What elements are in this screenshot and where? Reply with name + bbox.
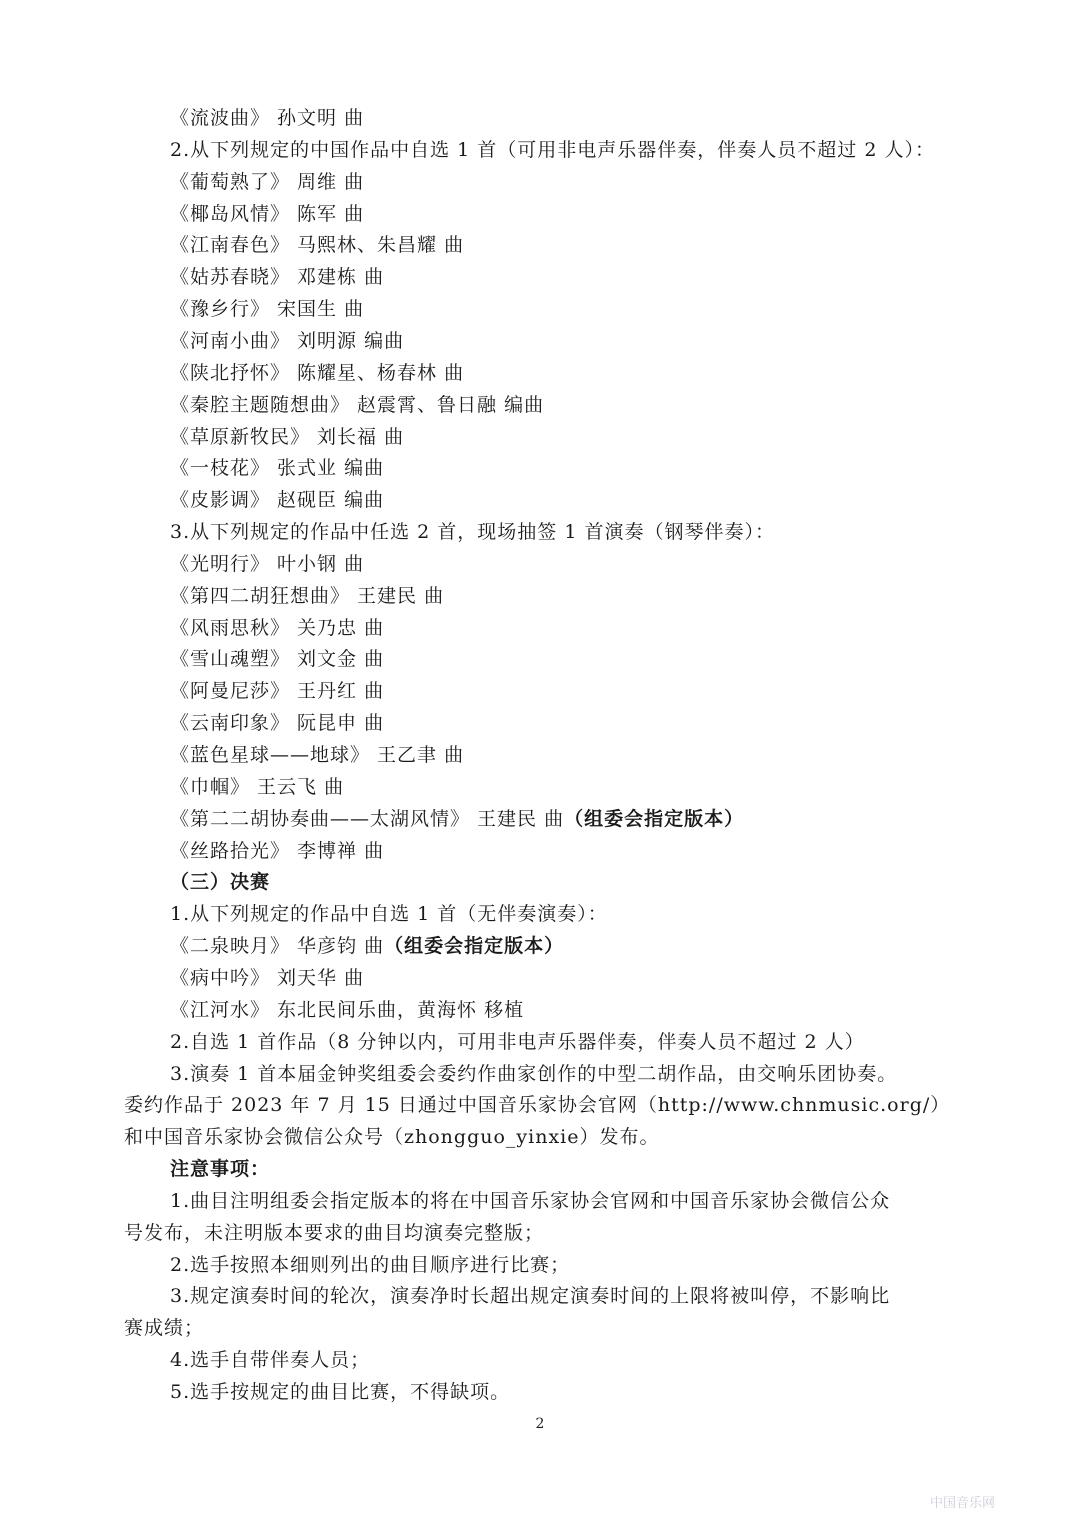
text-line (0, 835, 1080, 867)
line-text: 号发布，未注明版本要求的曲目均演奏完整版； (124, 1221, 545, 1244)
text-line (0, 198, 1080, 230)
text-line (0, 994, 1080, 1026)
designated-version-note: （组委会指定版本） (384, 935, 565, 958)
line-text: 《椰岛风情》 陈军 曲 (170, 202, 365, 225)
text-line (0, 1312, 1080, 1344)
line-text: 《巾帼》 王云飞 曲 (170, 775, 345, 798)
line-text: 《云南印象》 阮昆申 曲 (170, 712, 385, 735)
text-line (0, 1217, 1080, 1249)
text-line (0, 293, 1080, 325)
line-text: 1.从下列规定的作品中自选 1 首（无伴奏演奏）： (170, 903, 608, 926)
text-line (0, 1153, 1080, 1185)
text-line (0, 1249, 1080, 1281)
text-line (0, 516, 1080, 548)
line-text: 《第四二胡狂想曲》 王建民 曲 (170, 584, 445, 607)
line-text: 和中国音乐家协会微信公众号（zhongguo_yinxie）发布。 (124, 1126, 660, 1149)
line-text: 《雪山魂塑》 刘文金 曲 (170, 648, 385, 671)
text-line (0, 962, 1080, 994)
line-text: 《秦腔主题随想曲》 赵震霄、鲁日融 编曲 (170, 393, 545, 416)
line-text: 《草原新牧民》 刘长福 曲 (170, 425, 405, 448)
text-line (0, 1058, 1080, 1090)
text-line (0, 930, 1080, 962)
text-line (0, 1026, 1080, 1058)
text-line (0, 421, 1080, 453)
line-text: 2.从下列规定的中国作品中自选 1 首（可用非电声乐器伴奏，伴奏人员不超过 2 人）： (170, 138, 935, 161)
line-text: 《光明行》 叶小钢 曲 (170, 552, 365, 575)
line-text: 1.曲目注明组委会指定版本的将在中国音乐家协会官网和中国音乐家协会微信公众 (170, 1189, 891, 1212)
line-text: 《姑苏春晓》 邓建栋 曲 (170, 266, 385, 289)
line-text: 《皮影调》 赵砚臣 编曲 (170, 489, 385, 512)
line-text: 《丝路拾光》 李博禅 曲 (170, 839, 385, 862)
text-line (0, 771, 1080, 803)
line-text: 《二泉映月》 华彦钧 曲 (170, 935, 385, 958)
line-text: 《陕北抒怀》 陈耀星、杨春林 曲 (170, 361, 465, 384)
text-line (0, 357, 1080, 389)
line-text: 《葡萄熟了》 周维 曲 (170, 170, 365, 193)
text-line (0, 866, 1080, 898)
text-line (0, 484, 1080, 516)
line-text: 《蓝色星球——地球》 王乙聿 曲 (170, 744, 465, 766)
line-text: 2.自选 1 首作品（8 分钟以内，可用非电声乐器伴奏，伴奏人员不超过 2 人） (170, 1030, 865, 1053)
text-line (0, 803, 1080, 835)
text-line (0, 675, 1080, 707)
line-text: 《第二二胡协奏曲——太湖风情》 王建民 曲 (170, 807, 565, 830)
text-line (0, 166, 1080, 198)
text-line (0, 643, 1080, 675)
text-line (0, 261, 1080, 293)
text-line (0, 739, 1080, 771)
text-line (0, 548, 1080, 580)
line-text: 《风雨思秋》 关乃忠 曲 (170, 616, 385, 639)
line-text: 《阿曼尼莎》 王丹红 曲 (170, 680, 385, 703)
line-text: 《河南小曲》 刘明源 编曲 (170, 329, 405, 352)
text-line (0, 134, 1080, 166)
text-line (0, 1089, 1080, 1121)
line-text: （三）决赛 (170, 871, 271, 894)
text-line (0, 229, 1080, 261)
text-line (0, 1185, 1080, 1217)
text-line (0, 707, 1080, 739)
line-text: 《病中吟》 刘天华 曲 (170, 966, 365, 989)
text-line (0, 1280, 1080, 1312)
text-line (0, 1344, 1080, 1376)
line-text: 3.从下列规定的作品中任选 2 首，现场抽签 1 首演奏（钢琴伴奏）： (170, 521, 775, 544)
watermark: 中国音乐网 (930, 1496, 996, 1511)
line-text: 《江河水》 东北民间乐曲，黄海怀 移植 (170, 998, 525, 1021)
line-text: 《流波曲》 孙文明 曲 (170, 107, 365, 129)
page-number: 2 (535, 1416, 545, 1432)
text-line (0, 580, 1080, 612)
text-line (0, 1376, 1080, 1408)
line-text: 《豫乡行》 宋国生 曲 (170, 298, 365, 321)
line-text: 3.规定演奏时间的轮次，演奏净时长超出规定演奏时间的上限将被叫停，不影响比 (170, 1285, 891, 1308)
line-text: 2.选手按照本细则列出的曲目顺序进行比赛； (170, 1253, 571, 1276)
text-line (0, 1121, 1080, 1153)
line-text: 委约作品于 2023 年 7 月 15 日通过中国音乐家协会官网（http://www.chnmusic.org/） (124, 1094, 951, 1117)
text-line (0, 612, 1080, 644)
line-text: 注意事项： (170, 1158, 271, 1181)
line-text: 4.选手自带伴奏人员； (170, 1349, 371, 1372)
text-line (0, 452, 1080, 484)
text-line (0, 389, 1080, 421)
line-text: 5.选手按规定的曲目比赛，不得缺项。 (170, 1381, 511, 1403)
text-line (0, 102, 1080, 134)
line-text: 《江南春色》 马熙林、朱昌耀 曲 (170, 234, 465, 257)
line-text: 3.演奏 1 首本届金钟奖组委会委约作曲家创作的中型二胡作品，由交响乐团协奏。 (170, 1062, 898, 1085)
designated-version-note: （组委会指定版本） (564, 807, 745, 830)
line-text: 《一枝花》 张式业 编曲 (170, 457, 385, 480)
line-text: 赛成绩； (124, 1317, 205, 1340)
text-line (0, 325, 1080, 357)
text-line (0, 898, 1080, 930)
